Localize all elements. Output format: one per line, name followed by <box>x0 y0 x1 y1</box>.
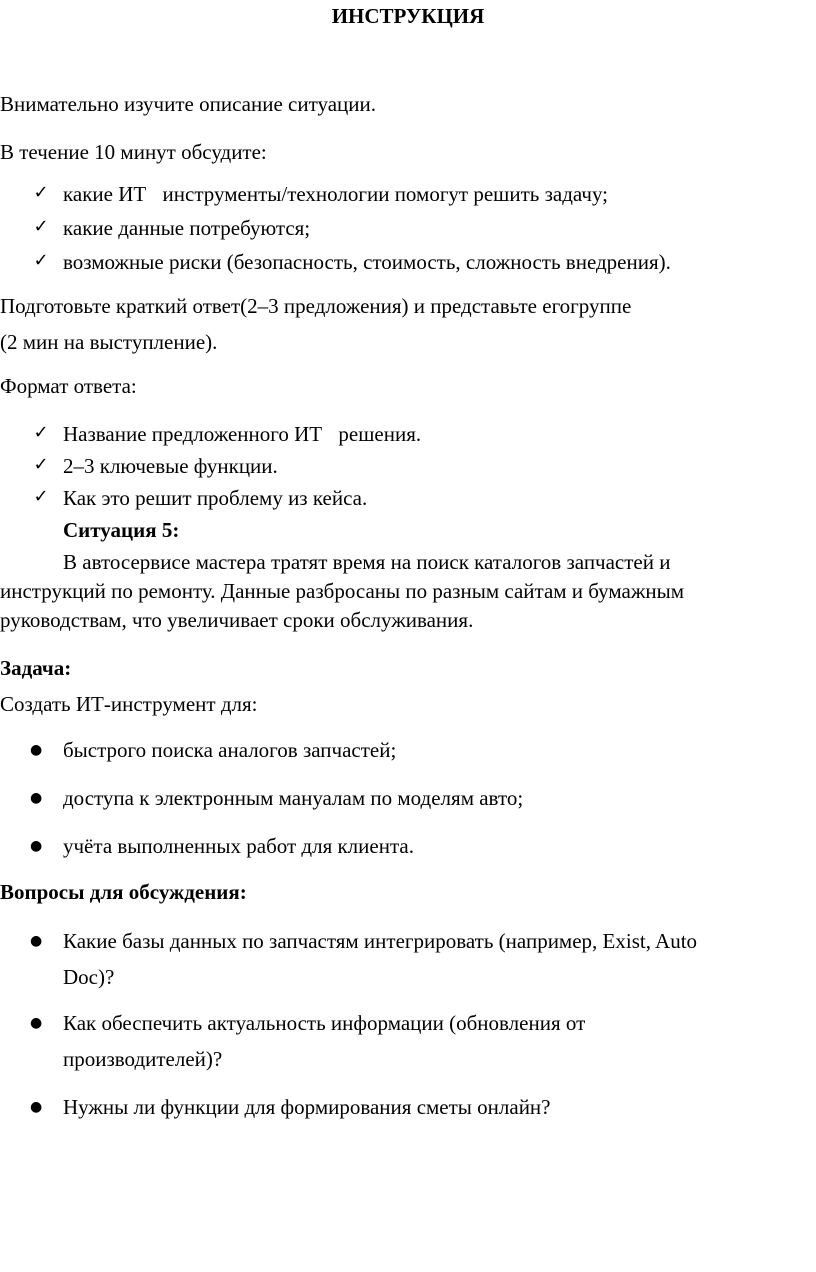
page-title: ИНСТРУКЦИЯ <box>331 4 485 28</box>
question-line: производителей)? <box>63 1047 223 1071</box>
task-item: учёта выполненных работ для клиента. <box>63 834 414 858</box>
questions-title: Вопросы для обсуждения: <box>0 880 247 904</box>
prepare-text-line1: Подготовьте краткий ответ(2–3 предложения) и представьте егогруппе <box>0 294 632 318</box>
checkmark-icon: ✓ <box>33 486 49 507</box>
situation-line: В автосервисе мастера тратят время на поиск каталогов запчастей и <box>63 550 671 574</box>
task-item: быстрого поиска аналогов запчастей; <box>63 738 397 762</box>
bullet-icon: ● <box>30 1099 43 1115</box>
checkmark-icon: ✓ <box>33 216 49 237</box>
discuss-item: возможные риски (безопасность, стоимость, сложность внедрения). <box>63 250 671 274</box>
question-line: Нужны ли функции для формирования сметы онлайн? <box>63 1095 551 1119</box>
situation-line: руководствам, что увеличивает сроки обслуживания. <box>0 608 474 632</box>
checkmark-icon: ✓ <box>33 454 49 475</box>
checkmark-icon: ✓ <box>33 250 49 271</box>
task-lead: Создать ИТ-инструмент для: <box>0 692 258 716</box>
checkmark-icon: ✓ <box>33 422 49 443</box>
discuss-item: какие данные потребуются; <box>63 216 311 240</box>
intro-text: Внимательно изучите описание ситуации. <box>0 92 376 116</box>
format-item: Как это решит проблему из кейса. <box>63 486 368 510</box>
discuss-item: какие ИТ инструменты/технологии помогут решить задачу; <box>63 182 597 206</box>
prepare-text-line2: (2 мин на выступление). <box>0 330 218 354</box>
format-item: 2–3 ключевые функции. <box>63 454 278 478</box>
question-line: Какие базы данных по запчастям интегрировать (например, Exist, Auto <box>63 929 698 953</box>
bullet-icon: ● <box>30 1015 43 1031</box>
checkmark-icon: ✓ <box>33 182 49 203</box>
bullet-icon: ● <box>30 838 43 854</box>
format-item: Название предложенного ИТ решения. <box>63 422 411 446</box>
bullet-icon: ● <box>30 933 43 949</box>
bullet-icon: ● <box>30 742 43 758</box>
bullet-icon: ● <box>30 790 43 806</box>
situation-title: Ситуация 5: <box>63 518 180 542</box>
task-item: доступа к электронным мануалам по моделям авто; <box>63 786 524 810</box>
task-title: Задача: <box>0 656 72 680</box>
question-line: Doc)? <box>63 965 115 989</box>
discuss-lead: В течение 10 минут обсудите: <box>0 140 267 164</box>
format-lead: Формат ответа: <box>0 374 137 398</box>
question-line: Как обеспечить актуальность информации (обновления от <box>63 1011 586 1035</box>
situation-line: инструкций по ремонту. Данные разбросаны по разным сайтам и бумажным <box>0 579 685 603</box>
